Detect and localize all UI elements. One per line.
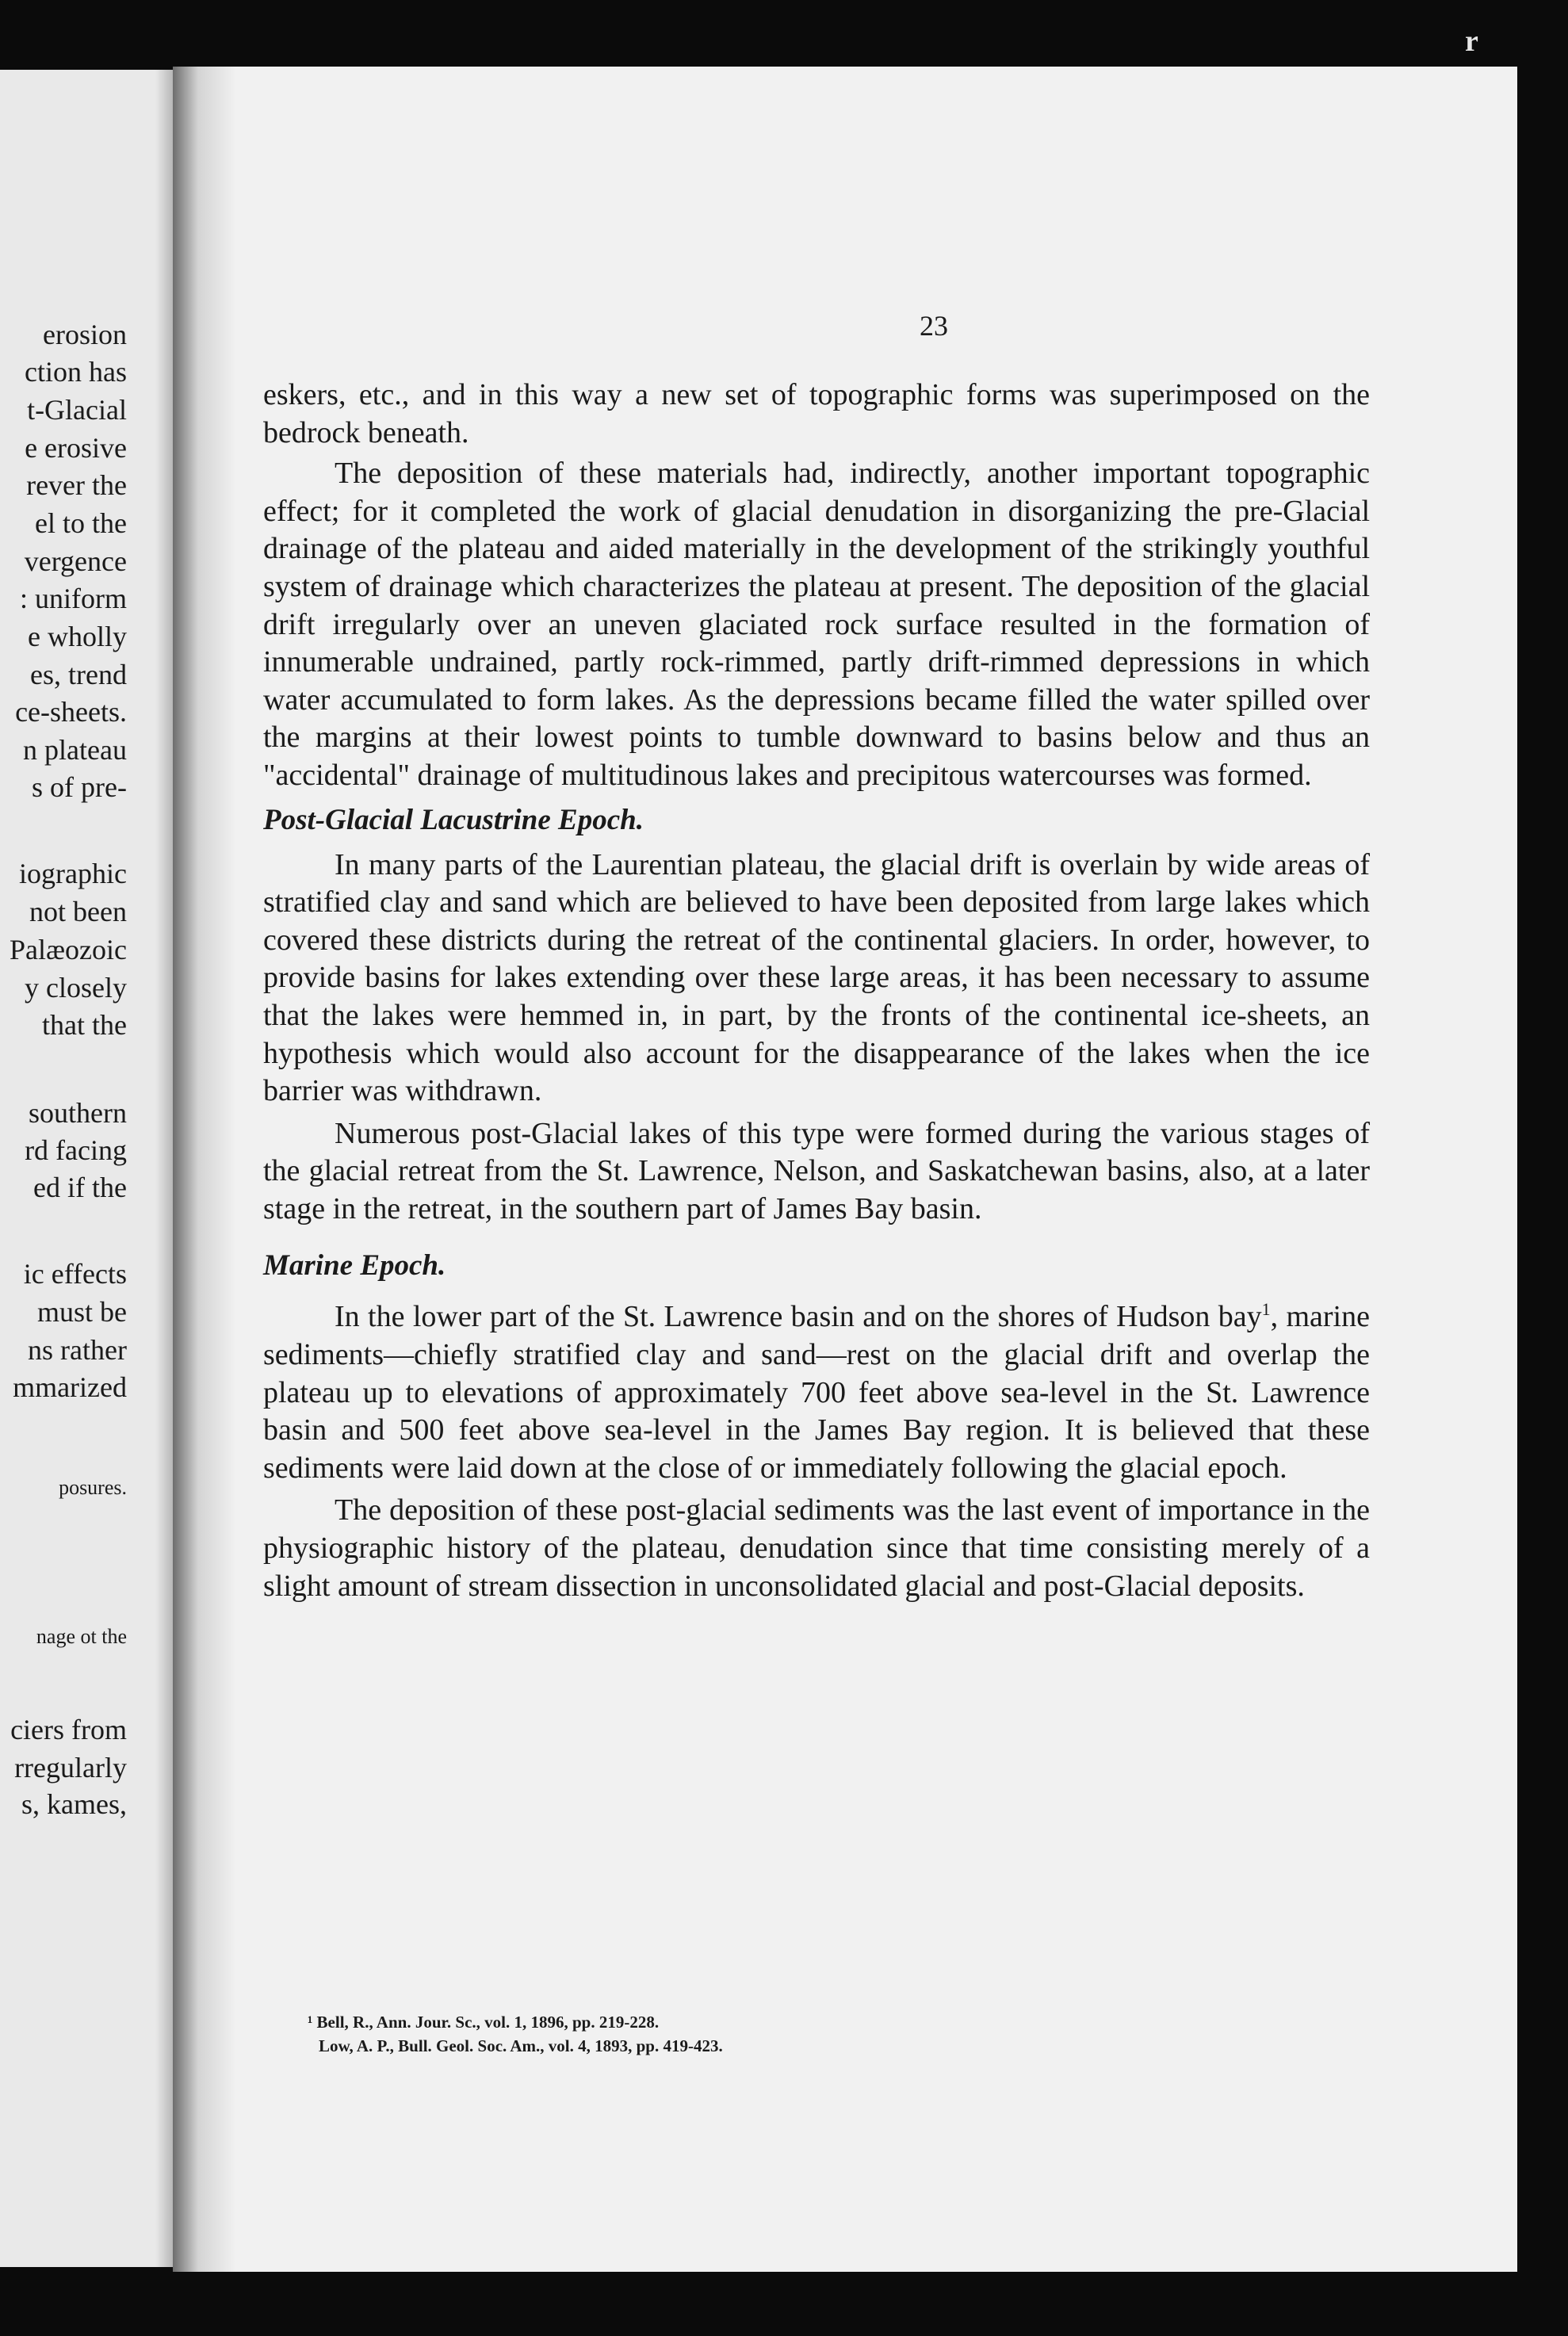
left-page-line: must be: [37, 1296, 127, 1328]
left-page-line: ic effects: [23, 1258, 127, 1290]
left-page-line: ns rather: [28, 1334, 127, 1366]
left-page-line: es, trend: [30, 659, 127, 690]
paragraph-laurentian-drift: In many parts of the Laurentian plateau, the glacial drift is overlain by wide areas of stratified clay and sand which are believed to have been deposited from large lakes which covered these districts during the retreat of the continental glaciers. In order, however, to provide basins for lakes extending over these large areas, it has been necessary to assume that the lakes were hemmed in, in part, by the fronts of the continental ice-sheets, an hypothesis which would also account for the disappearance of the lakes when the ice barrier was withdrawn.: [263, 847, 1370, 1108]
left-page-line: nage ot the: [36, 1625, 127, 1648]
left-page-line: rregularly: [14, 1752, 127, 1784]
left-page-line: t-Glacial: [27, 394, 127, 426]
marine-text-start: In the lower part of the St. Lawrence basin and on the shores of Hudson bay: [335, 1300, 1262, 1334]
heading-lacustrine-epoch: Post-Glacial Lacustrine Epoch.: [263, 803, 644, 836]
left-page-line: erosion: [43, 319, 127, 350]
left-page-line: ciers from: [10, 1714, 127, 1745]
left-page-line: s, kames,: [21, 1788, 127, 1820]
marine-text-end: , marine sediments—chiefly stratified clay and sand—rest on the glacial drift and overlap the plateau up to elevations of approximately 700 feet above sea-level in the St. Lawrence basin and 500 feet above sea-level in the James Bay region. It is believed that these sediments were laid down at the close of or immediately following the glacial epoch.: [263, 1300, 1370, 1485]
paragraph-last-event: The deposition of these post-glacial sediments was the last event of importance in the physiographic history of the plateau, denudation since that time consisting merely of a slight amount of stream dissection in unconsolidated glacial and post-Glacial deposits.: [263, 1493, 1370, 1603]
left-page-line: s of pre-: [32, 771, 127, 803]
left-page-line: not been: [29, 896, 127, 927]
left-page-line: Palæozoic: [10, 934, 127, 965]
left-page-line: : uniform: [20, 583, 127, 614]
left-page-line: posures.: [59, 1476, 127, 1499]
heading-marine-epoch: Marine Epoch.: [263, 1249, 446, 1283]
left-page-line: rd facing: [25, 1134, 127, 1166]
footnote-bell: ¹ Bell, R., Ann. Jour. Sc., vol. 1, 1896, pp. 219-228.: [308, 2013, 660, 2032]
left-page-line: y closely: [25, 972, 127, 1004]
paragraph-deposition-effect: The deposition of these materials had, indirectly, another important topographic effect; for it completed the work of glacial denudation in disorganizing the pre-Glacial drainage of the plateau and aided materially in the development of the strikingly youthful system of drainage which characterizes the plateau at present. The deposition of the glacial drift irregularly over an uneven glaciated rock surface resulted in the formation of innumerable undrained, partly rock-rimmed, partly drift-rimmed depressions in which water accumulated to form lakes. As the depressions became filled the water spilled over the margins at their lowest points to tumble downward to basins below and thus an "accidental" drainage of multitudinous lakes and precipitous watercourses was formed.: [263, 457, 1370, 792]
left-page-line: ce-sheets.: [15, 696, 127, 728]
left-page-line: iographic: [19, 858, 127, 889]
footnote-ref: 1: [1261, 1299, 1271, 1320]
body-text: [263, 377, 1370, 1605]
left-page-line: rever the: [26, 469, 127, 501]
left-page-line: e wholly: [28, 621, 127, 652]
paragraph-post-glacial-lakes: Numerous post-Glacial lakes of this type were formed during the various stages of the glacial retreat from the St. Lawrence, Nelson, and Saskatchewan basins, also, at a later stage in the retreat, in the southern part of James Bay basin.: [263, 1116, 1370, 1225]
paragraph-marine-sediments: [263, 1298, 1370, 1487]
left-page-line: that the: [42, 1009, 127, 1041]
left-page-fragment: [0, 70, 184, 2267]
left-page-line: n plateau: [23, 734, 127, 766]
page-number: 23: [920, 310, 948, 342]
paragraph-eskers: eskers, etc., and in this way a new set of topographic forms was superimposed on the bedrock beneath.: [263, 378, 1370, 449]
left-page-line: southern: [29, 1097, 127, 1129]
gutter-shadow: [173, 67, 236, 2272]
left-page-line: e erosive: [25, 432, 127, 464]
document-page: [173, 67, 1517, 2272]
left-page-line: el to the: [35, 507, 127, 539]
footnote-low: Low, A. P., Bull. Geol. Soc. Am., vol. 4, 1893, pp. 419-423.: [319, 2036, 723, 2055]
left-page-line: ction has: [25, 356, 127, 388]
left-page-line: ed if the: [33, 1172, 127, 1203]
left-page-line: vergence: [24, 545, 127, 577]
left-page-line: mmarized: [13, 1371, 127, 1403]
corner-mark: r: [1465, 25, 1478, 58]
footnotes: [308, 2010, 1259, 2058]
